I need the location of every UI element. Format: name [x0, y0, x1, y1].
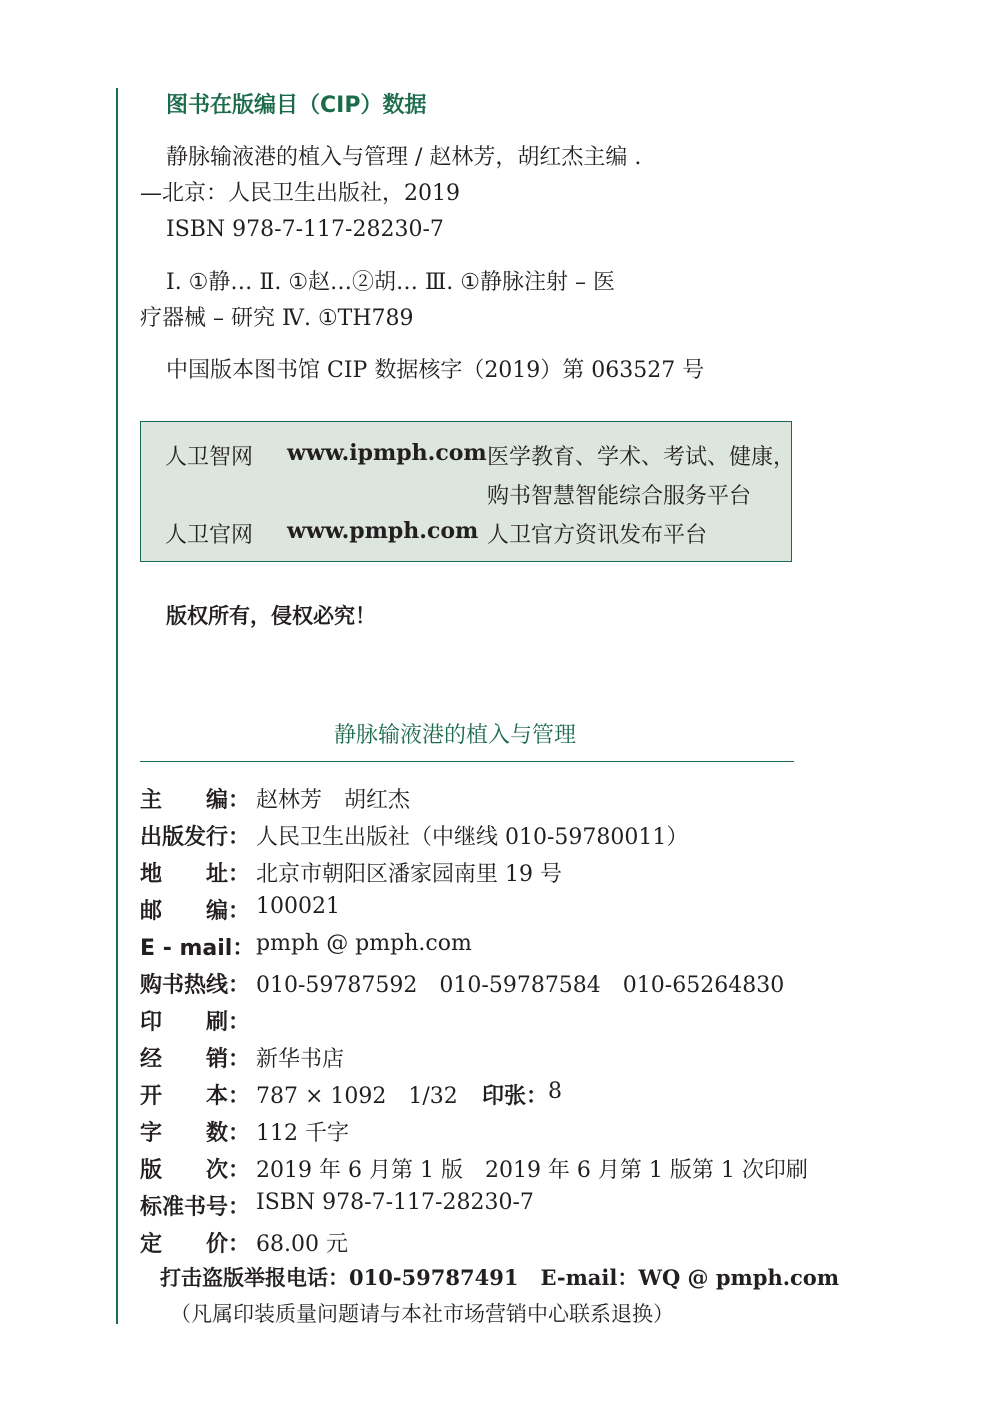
info-value: 100021	[256, 894, 340, 919]
left-margin-rule	[116, 88, 118, 1324]
info-label: 主 编：	[140, 788, 251, 813]
info-value: 787 × 1092 1/32	[256, 1084, 458, 1109]
cip-title: 图书在版编目（CIP）数据	[166, 93, 427, 118]
info-value: ISBN 978-7-117-28230-7	[256, 1190, 534, 1215]
info-label: 印 刷：	[140, 1010, 251, 1035]
info-label: 字 数：	[140, 1121, 251, 1146]
info-value: 010-59787592 010-59787584 010-65264830	[256, 973, 785, 998]
cip-number: 中国版本图书馆 CIP 数据核字（2019）第 063527 号	[166, 358, 705, 383]
title-divider	[140, 761, 794, 762]
info-value: 新华书店	[256, 1047, 345, 1072]
info-label: 经 销：	[140, 1047, 251, 1072]
anti-piracy-phone: 010-59787491	[349, 1265, 519, 1290]
info-label: 标准书号：	[140, 1195, 251, 1220]
info-label: 邮 编：	[140, 899, 251, 924]
quality-note: （凡属印装质量问题请与本社市场营销中心联系退换）	[170, 1302, 674, 1326]
info-label: E - mail：	[140, 936, 255, 961]
info-label: 出版发行：	[140, 825, 251, 850]
info-value: 北京市朝阳区潘家园南里 19 号	[256, 862, 562, 887]
info-label: 开 本：	[140, 1084, 251, 1109]
copyright-notice: 版权所有，侵权必究！	[166, 604, 376, 628]
website-box	[140, 421, 796, 562]
website-name: 人卫智网	[165, 445, 254, 470]
cip-classification-2: 疗器械 – 研究 Ⅳ. ①TH789	[140, 306, 414, 331]
website-desc: 医学教育、学术、考试、健康，	[487, 445, 796, 470]
info-value: 赵林芳 胡红杰	[256, 788, 411, 813]
cip-line-title: 静脉输液港的植入与管理 / 赵林芳，胡红杰主编 .	[166, 145, 642, 170]
cip-line-publisher: —北京：人民卫生出版社，2019	[140, 181, 460, 206]
website-url[interactable]: www.ipmph.com	[287, 440, 487, 466]
info-value: 112 千字	[256, 1121, 349, 1146]
anti-piracy-line	[160, 1262, 839, 1292]
info-label: 地 址：	[140, 862, 251, 887]
info-value: 68.00 元	[256, 1232, 348, 1257]
website-desc: 人卫官方资讯发布平台	[487, 523, 708, 548]
website-desc: 购书智慧智能综合服务平台	[487, 484, 752, 509]
print-sheet-label: 印张：	[482, 1084, 549, 1109]
info-value[interactable]: pmph @ pmph.com	[256, 931, 472, 956]
website-name: 人卫官网	[165, 523, 254, 548]
anti-piracy-label: 打击盗版举报电话：	[160, 1266, 349, 1290]
anti-piracy-email[interactable]: WQ @ pmph.com	[638, 1265, 840, 1290]
info-label: 购书热线：	[140, 973, 251, 998]
print-sheet-value: 8	[548, 1079, 562, 1104]
info-value: 2019 年 6 月第 1 版 2019 年 6 月第 1 版第 1 次印刷	[256, 1158, 808, 1183]
website-url[interactable]: www.pmph.com	[287, 518, 479, 544]
info-label: 版 次：	[140, 1158, 251, 1183]
anti-piracy-email-label: E-mail：	[540, 1265, 639, 1290]
book-title: 静脉输液港的植入与管理	[334, 723, 577, 748]
info-label: 定 价：	[140, 1232, 251, 1257]
info-value: 人民卫生出版社（中继线 010-59780011）	[256, 825, 689, 850]
cip-line-isbn: ISBN 978-7-117-28230-7	[166, 217, 444, 242]
cip-classification-1: Ⅰ. ①静… Ⅱ. ①赵…②胡… Ⅲ. ①静脉注射 – 医	[166, 270, 615, 295]
